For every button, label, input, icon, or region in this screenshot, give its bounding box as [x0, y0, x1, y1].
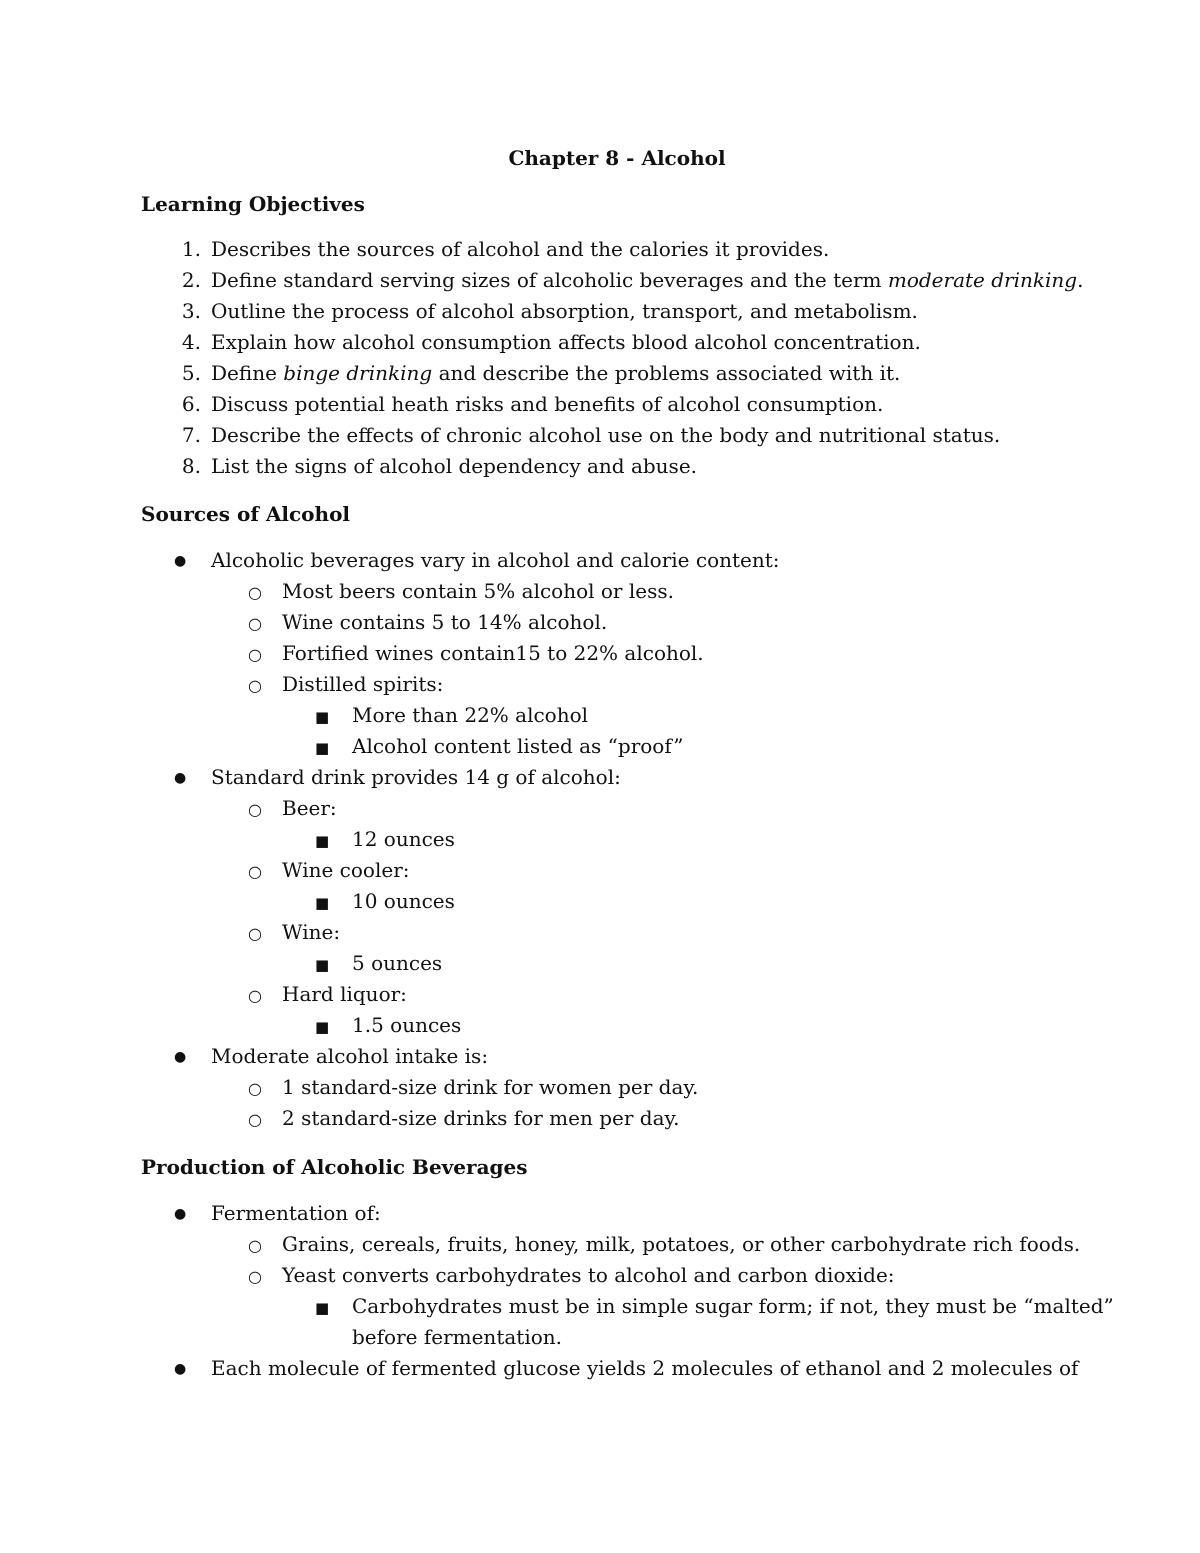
square-bullet-icon: ■ [315, 956, 330, 974]
objective-number: 1. [181, 237, 201, 261]
objective-item [181, 234, 830, 265]
list-item-text: Fortified wines contain15 to 22% alcohol. [282, 641, 704, 665]
objective-text: . [1077, 268, 1084, 292]
circle-bullet-icon: ○ [248, 583, 262, 602]
circle-bullet-icon: ○ [248, 645, 262, 664]
circle-bullet-icon: ○ [248, 924, 262, 943]
heading-learning-objectives: Learning Objectives [141, 192, 365, 216]
list-item-text: Standard drink provides 14 g of alcohol: [211, 765, 621, 789]
list-item [315, 948, 443, 979]
list-item-text: Fermentation of: [211, 1201, 381, 1225]
list-item [248, 576, 674, 607]
bullet-icon: ● [174, 1049, 187, 1065]
square-bullet-icon: ■ [315, 1018, 330, 1036]
circle-bullet-icon: ○ [248, 1236, 262, 1255]
list-item-text: 2 standard-size drinks for men per day. [282, 1106, 680, 1130]
list-item-text: Grains, cereals, fruits, honey, milk, potatoes, or other carbohydrate rich foods. [282, 1232, 1081, 1256]
square-bullet-icon: ■ [315, 1299, 330, 1317]
list-item [174, 1041, 489, 1072]
list-item [248, 1229, 1081, 1260]
list-item-text: 10 ounces [352, 889, 455, 913]
objective-text: Define [211, 361, 284, 385]
bullet-icon: ● [174, 770, 187, 786]
objective-emphasis: moderate drinking [887, 268, 1078, 292]
objective-number: 6. [181, 392, 201, 416]
objective-emphasis: binge drinking [283, 361, 433, 385]
page-title: Chapter 8 - Alcohol [508, 146, 726, 170]
list-item-text: Alcohol content listed as “proof” [352, 734, 684, 758]
list-item [315, 824, 455, 855]
circle-bullet-icon: ○ [248, 614, 262, 633]
objective-item [181, 358, 901, 389]
list-item [248, 917, 341, 948]
objective-text: List the signs of alcohol dependency and abuse. [211, 454, 698, 478]
square-bullet-icon: ■ [315, 708, 330, 726]
list-item-text: Distilled spirits: [282, 672, 444, 696]
objective-text: Discuss potential heath risks and benefits of alcohol consumption. [211, 392, 884, 416]
objective-number: 4. [181, 330, 201, 354]
circle-bullet-icon: ○ [248, 676, 262, 695]
list-item [315, 1010, 462, 1041]
list-item [315, 700, 589, 731]
list-item-text: Most beers contain 5% alcohol or less. [282, 579, 674, 603]
circle-bullet-icon: ○ [248, 862, 262, 881]
list-item [248, 855, 410, 886]
objective-text: and describe the problems associated with it. [432, 361, 901, 385]
objective-number: 7. [181, 423, 201, 447]
list-item-text: 1 standard-size drink for women per day. [282, 1075, 699, 1099]
list-item-text: 1.5 ounces [352, 1013, 462, 1037]
objective-item [181, 265, 1084, 296]
list-item-text: before fermentation. [352, 1325, 562, 1349]
circle-bullet-icon: ○ [248, 1110, 262, 1129]
circle-bullet-icon: ○ [248, 986, 262, 1005]
list-item [174, 762, 621, 793]
list-item [315, 731, 684, 762]
list-item [248, 979, 407, 1010]
list-item [248, 793, 337, 824]
circle-bullet-icon: ○ [248, 1079, 262, 1098]
objective-text: Outline the process of alcohol absorption, transport, and metabolism. [211, 299, 918, 323]
bullet-icon: ● [174, 1206, 187, 1222]
objective-text: Describes the sources of alcohol and the calories it provides. [211, 237, 830, 261]
objective-text: Describe the effects of chronic alcohol use on the body and nutritional status. [211, 423, 1001, 447]
list-item-continuation [352, 1322, 562, 1353]
list-item [248, 669, 444, 700]
list-item-text: 5 ounces [352, 951, 443, 975]
objective-item [181, 451, 698, 482]
heading-sources-of-alcohol: Sources of Alcohol [141, 502, 351, 526]
list-item [248, 1103, 680, 1134]
list-item [315, 886, 455, 917]
objective-text: Define standard serving sizes of alcoholic beverages and the term [211, 268, 888, 292]
objective-item [181, 389, 884, 420]
bullet-icon: ● [174, 1361, 187, 1377]
circle-bullet-icon: ○ [248, 800, 262, 819]
circle-bullet-icon: ○ [248, 1267, 262, 1286]
objective-number: 3. [181, 299, 201, 323]
list-item-text: More than 22% alcohol [352, 703, 589, 727]
list-item [248, 1072, 699, 1103]
list-item-text: Wine cooler: [282, 858, 410, 882]
list-item-text: Wine contains 5 to 14% alcohol. [282, 610, 608, 634]
list-item-text: Moderate alcohol intake is: [211, 1044, 489, 1068]
list-item-text: Beer: [282, 796, 337, 820]
list-item [248, 607, 608, 638]
square-bullet-icon: ■ [315, 894, 330, 912]
list-item [174, 1353, 1079, 1384]
list-item [248, 638, 704, 669]
square-bullet-icon: ■ [315, 832, 330, 850]
list-item [248, 1260, 895, 1291]
list-item-text: 12 ounces [352, 827, 455, 851]
list-item [315, 1291, 1114, 1322]
objective-item [181, 296, 918, 327]
square-bullet-icon: ■ [315, 739, 330, 757]
list-item-text: Wine: [282, 920, 341, 944]
list-item-text: Hard liquor: [282, 982, 407, 1006]
list-item-text: Alcoholic beverages vary in alcohol and calorie content: [211, 548, 780, 572]
objective-number: 2. [181, 268, 201, 292]
bullet-icon: ● [174, 553, 187, 569]
list-item-text: Yeast converts carbohydrates to alcohol and carbon dioxide: [282, 1263, 895, 1287]
heading-production-of-alcoholic-beverages: Production of Alcoholic Beverages [141, 1155, 528, 1179]
objective-item [181, 420, 1001, 451]
objective-number: 5. [181, 361, 201, 385]
objective-item [181, 327, 921, 358]
list-item [174, 1198, 381, 1229]
objective-number: 8. [181, 454, 201, 478]
list-item [174, 545, 780, 576]
list-item-text: Carbohydrates must be in simple sugar form; if not, they must be “malted” [352, 1294, 1114, 1318]
objective-text: Explain how alcohol consumption affects blood alcohol concentration. [211, 330, 921, 354]
list-item-text: Each molecule of fermented glucose yields 2 molecules of ethanol and 2 molecules of [211, 1356, 1079, 1380]
